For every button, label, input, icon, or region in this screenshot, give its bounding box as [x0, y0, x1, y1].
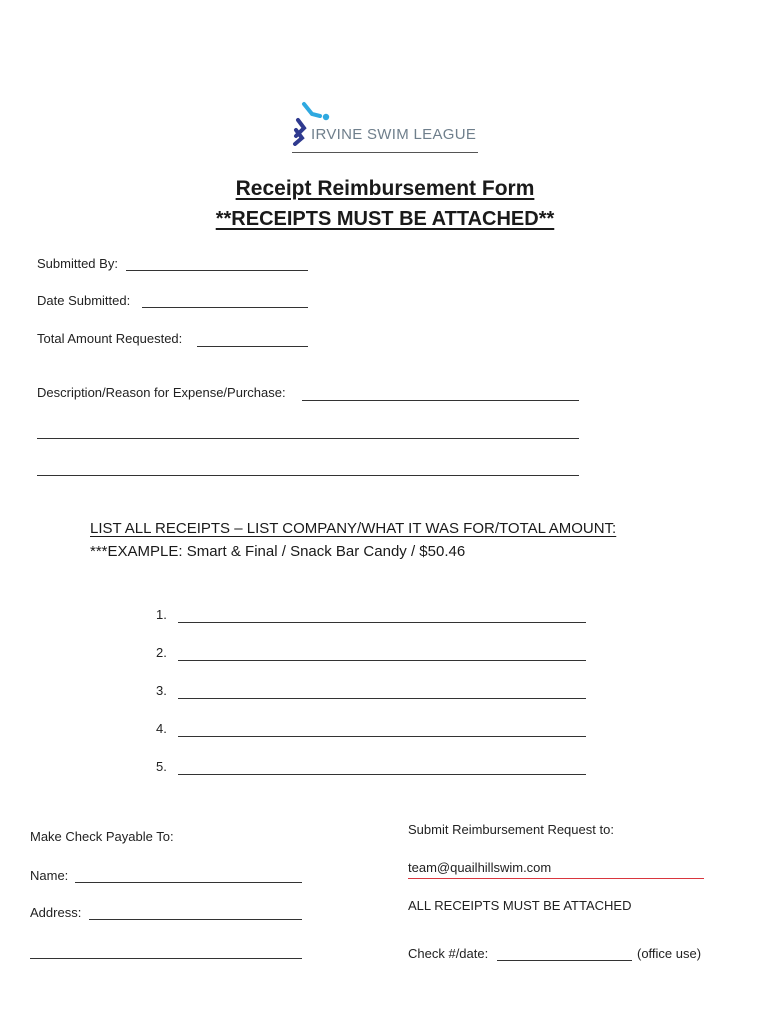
receipt-number: 4. — [156, 721, 167, 736]
receipt-line-5[interactable] — [178, 774, 586, 775]
receipt-number: 1. — [156, 607, 167, 622]
email-underline — [408, 878, 704, 879]
address-field-line-1[interactable] — [89, 919, 302, 920]
description-field-line-2[interactable] — [37, 438, 579, 439]
form-title: Receipt Reimbursement Form — [235, 177, 535, 200]
payable-heading: Make Check Payable To: — [30, 829, 174, 844]
receipt-line-4[interactable] — [178, 736, 586, 737]
date-submitted-field[interactable] — [142, 307, 308, 308]
description-field-line-3[interactable] — [37, 475, 579, 476]
receipt-line-2[interactable] — [178, 660, 586, 661]
submitted-by-field[interactable] — [126, 270, 308, 271]
description-field-line-1[interactable] — [302, 400, 579, 401]
submit-heading: Submit Reimbursement Request to: — [408, 822, 614, 837]
attach-note: ALL RECEIPTS MUST BE ATTACHED — [408, 898, 632, 913]
receipt-number: 3. — [156, 683, 167, 698]
receipt-number: 5. — [156, 759, 167, 774]
receipt-line-3[interactable] — [178, 698, 586, 699]
check-date-label: Check #/date: — [408, 946, 489, 961]
total-amount-label: Total Amount Requested: — [37, 331, 183, 346]
receipts-heading: LIST ALL RECEIPTS – LIST COMPANY/WHAT IT WAS FOR/TOTAL AMOUNT: — [90, 520, 617, 537]
check-date-field[interactable] — [497, 960, 632, 961]
submit-email: team@quailhillswim.com — [408, 860, 552, 875]
receipt-number: 2. — [156, 645, 167, 660]
logo-divider — [292, 152, 478, 153]
description-label: Description/Reason for Expense/Purchase: — [37, 385, 286, 400]
address-field-line-2[interactable] — [30, 958, 302, 959]
name-label: Name: — [30, 868, 69, 883]
receipt-line-1[interactable] — [178, 622, 586, 623]
total-amount-field[interactable] — [197, 346, 308, 347]
form-subtitle: **RECEIPTS MUST BE ATTACHED** — [215, 208, 555, 230]
name-field[interactable] — [75, 882, 302, 883]
submitted-by-label: Submitted By: — [37, 256, 118, 271]
date-submitted-label: Date Submitted: — [37, 293, 131, 308]
logo-text: IRVINE SWIM LEAGUE — [311, 126, 477, 143]
address-label: Address: — [30, 905, 82, 920]
office-use-label: (office use) — [637, 946, 702, 961]
receipts-example: ***EXAMPLE: Smart & Final / Snack Bar Candy / $50.46 — [90, 543, 466, 560]
